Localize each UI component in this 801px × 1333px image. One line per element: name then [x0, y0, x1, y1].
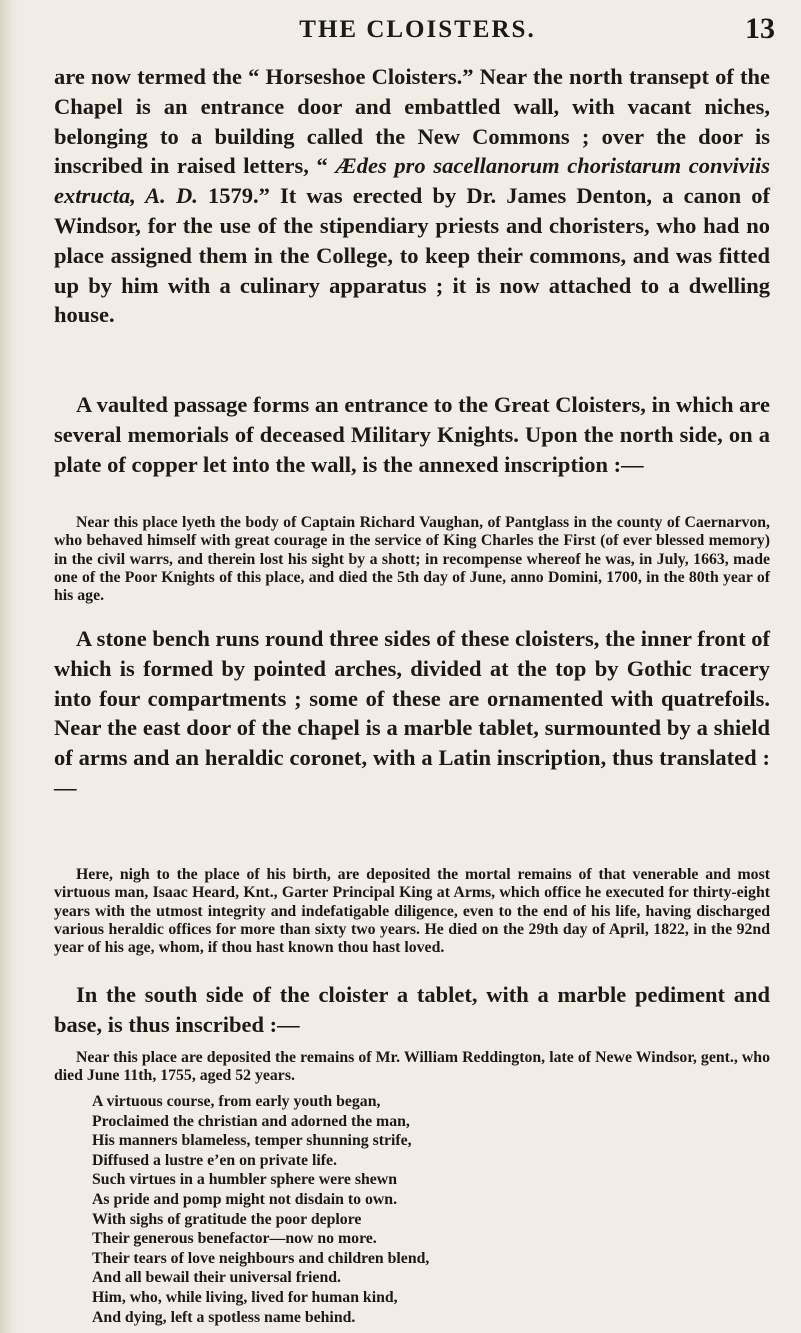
page-gutter-shadow — [0, 0, 18, 1333]
running-head — [60, 12, 775, 56]
latin-inscription: Ædes pro sacellanorum choristarum conviviis extructa, A. D. — [54, 153, 770, 209]
poem-line: Diffused a lustre e’en on private life. — [92, 1151, 337, 1169]
poem-line: As pride and pomp might not disdain to own. — [92, 1190, 398, 1208]
poem-line: His manners blameless, temper shunning strife, — [92, 1132, 412, 1150]
poem-line: Their tears of love neighbours and children blend, — [92, 1249, 430, 1267]
epitaph-poem — [92, 1092, 732, 1327]
paragraph-new-commons — [54, 62, 770, 330]
poem-line: A virtuous course, from early youth began, — [92, 1093, 381, 1110]
paragraph-great-cloisters: A vaulted passage forms an entrance to the Great Cloisters, in which are several memorials of deceased Military Knights. Upon the north side, on a plate of copper let into the wall, is the annexed inscription :— — [54, 392, 770, 477]
inscription-vaughan: Near this place lyeth the body of Captain Richard Vaughan, of Pantglass in the county of Caernarvon, who behaved himself with great courage in the service of King Charles the First (of ever blessed memory) in the civil warrs, and therein lost his sight by a shott; in recompense whereof he was, in July, 1663, made one of the Poor Knights of this place, and died the 5th day of June, anno Domini, 1700, in the 80th year of his age. — [54, 514, 770, 605]
inscription-heard: Here, nigh to the place of his birth, are deposited the mortal remains of that venerable and most virtuous man, Isaac Heard, Knt., Garter Principal King at Arms, which office he executed for thirty-eight years with the utmost integrity and indefatigable diligence, even to the end of his life, having discharged various heraldic offices for more than sixty two years. He died on the 29th day of April, 1822, in the 92nd year of his age, whom, if thou hast known thou hast loved. — [54, 866, 770, 957]
poem-line: Such virtues in a humbler sphere were shewn — [92, 1171, 397, 1189]
poem-line: With sighs of gratitude the poor deplore — [92, 1210, 362, 1228]
poem-line: Him, who, while living, lived for human kind, — [92, 1288, 398, 1306]
inscription-reddington: Near this place are deposited the remains of Mr. William Reddington, late of Newe Windsor, gent., who died June 11th, 1755, aged 52 years. — [54, 1049, 770, 1085]
paragraph-south-side: In the south side of the cloister a tablet, with a marble pediment and base, is thus inscribed :— — [54, 982, 770, 1037]
poem-line: And dying, left a spotless name behind. — [92, 1308, 356, 1326]
poem-line: Their generous benefactor—now no more. — [92, 1230, 377, 1248]
page-number: 13 — [745, 12, 775, 45]
paragraph-text: are now termed the “ Horseshoe Cloisters.” Near the north transept of the Chapel is an entrance door and embattled wall, with vacant niches, belonging to a building called the New Commons ; over the door is inscribed in raised letters, “ — [54, 64, 770, 179]
paragraph-stone-bench: A stone bench runs round three sides of these cloisters, the inner front of which is formed by pointed arches, divided at the top by Gothic tracery into four compartments ; some of these are ornamented with quatrefoils. Near the east door of the chapel is a marble tablet, surmounted by a shield of arms and an heraldic coronet, with a Latin inscription, thus translated :— — [54, 626, 770, 800]
running-head-title: THE CLOISTERS. — [299, 16, 536, 43]
paragraph-text: 1579.” It was erected by Dr. James Denton, a canon of Windsor, for the use of the stipendiary priests and choristers, who had no place assigned them in the College, to keep their commons, and was fitted up by him with a culinary apparatus ; it is now attached to a dwelling house. — [54, 183, 770, 328]
poem-line: Proclaimed the christian and adorned the man, — [92, 1112, 410, 1130]
poem-line: And all bewail their universal friend. — [92, 1269, 341, 1287]
